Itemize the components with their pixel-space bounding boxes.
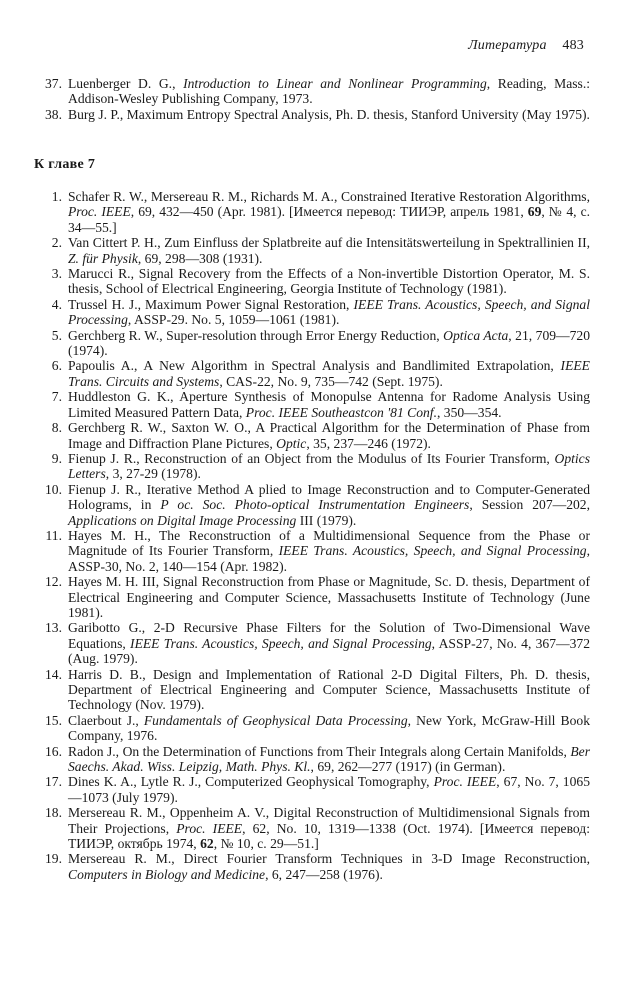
- reference-item: [34, 620, 590, 666]
- reference-number: 3.: [51, 266, 62, 282]
- reference-item: [34, 713, 590, 744]
- chapter7-references-list: [34, 189, 590, 882]
- reference-number: 8.: [51, 420, 62, 436]
- reference-text: Burg J. P., Maximum Entropy Spectral Analysis, Ph. D. thesis, Stanford University (May 1975).: [68, 106, 590, 122]
- reference-item: [34, 451, 590, 482]
- reference-number: 16.: [45, 743, 62, 759]
- reference-number: 11.: [45, 527, 62, 543]
- reference-text: Hayes M. H. III, Signal Reconstruction from Phase or Magnitude, Sc. D. thesis, Department of Electrical Engineering and Computer Science, Massachusetts Institute of Technology (June 1981).: [68, 574, 590, 620]
- reference-text: Fienup J. R., Iterative Method A plied to Image Reconstruction and to Computer-Generated Holograms, in P oc. Soc. Photo-optical Instrumentation Engineers, Session 207—202, Applications on Digital Image Processing III (1979).: [68, 481, 590, 528]
- reference-text: Marucci R., Signal Recovery from the Effects of a Non-invertible Distortion Operator, M. S. thesis, School of Electrical Engineering, Georgia Institute of Technology (1981).: [68, 266, 590, 297]
- reference-number: 4.: [51, 296, 62, 312]
- reference-text: Papoulis A., A New Algorithm in Spectral Analysis and Bandlimited Extrapolation, IEEE Trans. Circuits and Systems, CAS-22, No. 9, 735—742 (Sept. 1975).: [68, 358, 590, 389]
- reference-text: Garibotto G., 2-D Recursive Phase Filters for the Solution of Two-Dimensional Wave Equations, IEEE Trans. Acoustics, Speech, and Signal Processing, ASSP-27, No. 4, 367—372 (Aug. 1979).: [68, 620, 591, 667]
- reference-number: 9.: [51, 450, 62, 466]
- running-header: [468, 38, 584, 54]
- reference-text: Schafer R. W., Mersereau R. M., Richards M. A., Constrained Iterative Restoration Algorithms, Proc. IEEE, 69, 432—450 (Apr. 1981). [Имеется перевод: ТИИЭР, апрель 1981, 69, № 4, с. 34—55.]: [68, 189, 591, 235]
- reference-text: Dines K. A., Lytle R. J., Computerized Geophysical Tomography, Proc. IEEE, 67, No. 7, 1065—1073 (July 1979).: [68, 774, 590, 805]
- reference-item: [34, 528, 590, 574]
- reference-text: Harris D. B., Design and Implementation of Rational 2-D Digital Filters, Ph. D. thesis, Department of Electrical Engineering and Computer Science, Massachusetts Institute of Technology (Nov. 1979).: [68, 666, 590, 713]
- header-section-title: Литература: [468, 38, 547, 53]
- reference-number: 6.: [51, 358, 62, 374]
- reference-number: 17.: [45, 774, 62, 790]
- reference-number: 18.: [45, 805, 62, 821]
- reference-item: [34, 76, 590, 107]
- reference-item: [34, 574, 590, 620]
- reference-text: Mersereau R. M., Oppenheim A. V., Digital Reconstruction of Multidimensional Signals from Their Projections, Proc. IEEE, 62, No. 10, 1319—1338 (Oct. 1974). [Имеется перевод: ТИИЭР, октябрь 1974, 62, № 10, с. 29—51.]: [68, 805, 590, 852]
- reference-number: 7.: [51, 389, 62, 405]
- reference-item: [34, 389, 590, 420]
- reference-item: [34, 189, 590, 235]
- reference-item: [34, 358, 590, 389]
- reference-number: 1.: [51, 189, 62, 204]
- reference-item: [34, 107, 590, 122]
- reference-number: 10.: [45, 481, 62, 497]
- reference-number: 2.: [51, 235, 62, 251]
- reference-text: Trussel H. J., Maximum Power Signal Restoration, IEEE Trans. Acoustics, Speech, and Signal Processing, ASSP-29. No. 5, 1059—1061 (1981).: [68, 296, 590, 328]
- reference-item: [34, 297, 590, 328]
- reference-number: 5.: [51, 327, 62, 343]
- reference-item: [34, 266, 590, 297]
- reference-text: Gerchberg R. W., Super-resolution through Error Energy Reduction, Optica Acta, 21, 709—720 (1974).: [68, 327, 591, 359]
- reference-text: Van Cittert P. H., Zum Einfluss der Splatbreite auf die Intensitätswerteilung in Spektrallinien II, Z. für Physik, 69, 298—308 (1931).: [68, 235, 590, 266]
- reference-number: 12.: [45, 574, 62, 590]
- reference-item: [34, 482, 590, 528]
- reference-item: [34, 851, 590, 882]
- reference-number: 13.: [45, 620, 62, 636]
- section-heading: К главе 7: [34, 157, 96, 172]
- reference-text: Claerbout J., Fundamentals of Geophysical Data Processing, New York, McGraw-Hill Book Company, 1976.: [68, 712, 590, 744]
- page-number: 483: [562, 38, 584, 53]
- reference-text: Luenberger D. G., Introduction to Linear and Nonlinear Programming, Reading, Mass.: Addison-Wesley Publishing Company, 1973.: [68, 76, 590, 107]
- previous-references-list: [34, 76, 590, 122]
- reference-item: [34, 774, 590, 805]
- reference-item: [34, 667, 590, 713]
- reference-item: [34, 744, 590, 775]
- reference-item: [34, 420, 590, 451]
- reference-number: 15.: [45, 712, 62, 728]
- reference-text: Gerchberg R. W., Saxton W. O., A Practical Algorithm for the Determination of Phase from Image and Diffraction Plane Pictures, Optic, 35, 237—246 (1972).: [68, 420, 590, 451]
- reference-number: 37.: [45, 76, 62, 91]
- reference-text: Hayes M. H., The Reconstruction of a Multidimensional Sequence from the Phase or Magnitude of Its Fourier Transform, IEEE Trans. Acoustics, Speech, and Signal Processing, ASSP-30, No. 2, 140—154 (Apr. 1982).: [68, 527, 591, 574]
- reference-text: Fienup J. R., Reconstruction of an Object from the Modulus of Its Fourier Transform, Optics Letters, 3, 27-29 (1978).: [68, 450, 590, 482]
- reference-text: Mersereau R. M., Direct Fourier Transform Techniques in 3-D Image Reconstruction, Computers in Biology and Medicine, 6, 247—258 (1976).: [68, 851, 590, 882]
- reference-item: [34, 328, 590, 359]
- reference-text: Radon J., On the Determination of Functions from Their Integrals along Certain Manifolds, Ber Saechs. Akad. Wiss. Leipzig, Math. Phys. Kl., 69, 262—277 (1917) (in German).: [68, 743, 590, 775]
- reference-item: [34, 805, 590, 851]
- reference-number: 38.: [45, 106, 62, 122]
- reference-text: Huddleston G. K., Aperture Synthesis of Monopulse Antenna for Radome Analysis Using Limited Measured Pattern Data, Proc. IEEE Southeastcon '81 Conf., 350—354.: [68, 389, 590, 420]
- reference-number: 19.: [45, 851, 62, 867]
- reference-number: 14.: [45, 666, 62, 682]
- reference-item: [34, 235, 590, 266]
